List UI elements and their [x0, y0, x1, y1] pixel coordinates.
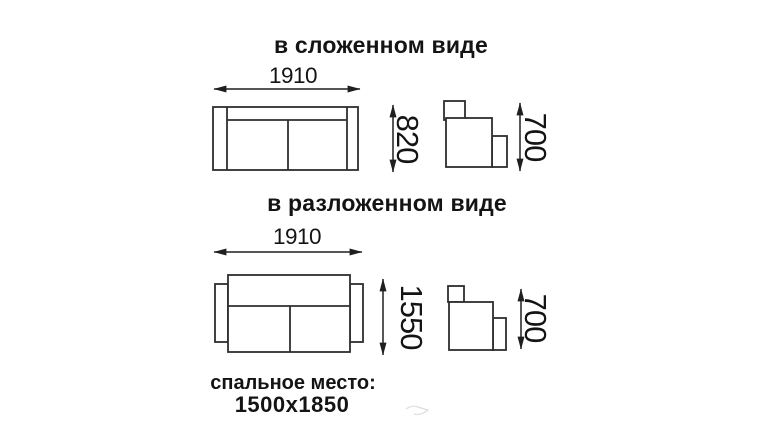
- unfolded-section-title: в разложенном виде: [267, 190, 507, 216]
- sofa-front-view-folded: [213, 107, 358, 170]
- side-front-step: [492, 136, 507, 167]
- side-body: [449, 302, 493, 350]
- folded-height-dimension: [390, 105, 425, 172]
- folded-section: [213, 32, 553, 172]
- sleeping-place-label: спальное место:: [210, 372, 376, 394]
- sofa-side-view-folded: [444, 101, 507, 167]
- side-body: [446, 118, 492, 167]
- unfolded-side-height-dimension: [518, 289, 553, 349]
- sleeping-place-size: 1500x1850: [234, 392, 350, 417]
- unfolded-section: [210, 190, 553, 417]
- side-backrest-top: [448, 286, 464, 302]
- bed-outline: [228, 275, 350, 352]
- unfolded-depth-value: 1550: [394, 284, 429, 350]
- folded-section-title: в сложенном виде: [274, 32, 488, 58]
- unfolded-depth-dimension: [383, 279, 429, 355]
- left-armrest: [215, 284, 228, 342]
- scan-artifact-mark: [406, 406, 428, 414]
- unfolded-width-value: 1910: [272, 224, 322, 249]
- sofa-front-outline: [213, 107, 358, 170]
- folded-height-value: 820: [390, 114, 425, 164]
- folded-width-value: 1910: [268, 63, 318, 88]
- sofa-top-view-unfolded: [215, 275, 363, 352]
- side-front-step: [493, 318, 506, 350]
- unfolded-side-height-value: 700: [518, 293, 553, 343]
- folded-side-height-value: 700: [518, 112, 553, 162]
- right-armrest: [350, 284, 363, 342]
- folded-side-height-dimension: [518, 103, 553, 171]
- sleeping-place-caption: [210, 372, 376, 417]
- unfolded-width-dimension: [214, 224, 362, 252]
- folded-width-dimension: [214, 63, 360, 89]
- sofa-side-view-unfolded: [448, 286, 506, 350]
